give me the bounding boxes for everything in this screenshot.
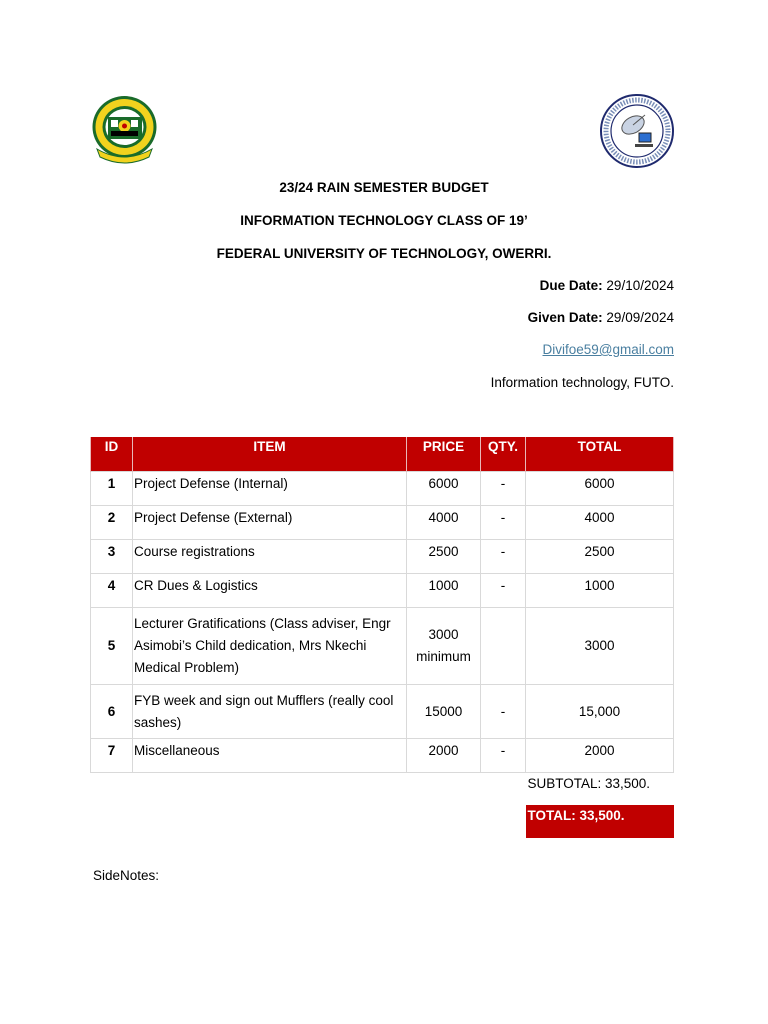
- row-qty: -: [481, 685, 526, 739]
- row-id: 5: [91, 608, 133, 685]
- table-row: [91, 506, 674, 540]
- row-id: 1: [91, 472, 133, 506]
- naits-association-logo: [599, 93, 675, 169]
- row-total: 4000: [526, 506, 674, 540]
- budget-title: 23/24 RAIN SEMESTER BUDGET: [279, 180, 489, 195]
- class-line: INFORMATION TECHNOLOGY CLASS OF 19’: [240, 213, 528, 228]
- row-item: Lecturer Gratifications (Class adviser, Engr Asimobi’s Child dedication, Mrs Nkechi Medical Problem): [133, 608, 407, 685]
- due-date: [540, 278, 674, 293]
- total-row: [91, 805, 674, 838]
- row-id: 6: [91, 685, 133, 739]
- row-price: 6000: [407, 472, 481, 506]
- email-row: [543, 342, 675, 357]
- due-date-value: 29/10/2024: [606, 278, 674, 293]
- row-id: 2: [91, 506, 133, 540]
- header-total: TOTAL: [526, 437, 674, 472]
- header-price: PRICE: [407, 437, 481, 472]
- row-qty: -: [481, 540, 526, 574]
- sidenotes-label: SideNotes:: [93, 868, 160, 883]
- table-header-row: [91, 437, 674, 472]
- table-row: [91, 608, 674, 685]
- row-price: 1000: [407, 574, 481, 608]
- due-date-label: Due Date:: [539, 278, 603, 293]
- row-item: Miscellaneous: [133, 739, 407, 773]
- row-qty: -: [481, 574, 526, 608]
- row-item: Project Defense (Internal): [133, 472, 407, 506]
- header-qty: QTY.: [481, 437, 526, 472]
- budget-table: [90, 437, 674, 838]
- row-total: 6000: [526, 472, 674, 506]
- row-total: 2000: [526, 739, 674, 773]
- row-id: 4: [91, 574, 133, 608]
- row-price: 15000: [407, 685, 481, 739]
- grand-total: TOTAL: 33,500.: [526, 805, 674, 838]
- table-row: [91, 685, 674, 739]
- given-date-label: Given Date:: [527, 310, 603, 325]
- row-price: 3000 minimum: [407, 608, 481, 685]
- row-qty: [481, 608, 526, 685]
- table-row: [91, 574, 674, 608]
- email-link[interactable]: Divifoe59@gmail.com: [542, 342, 674, 357]
- row-price: 2500: [407, 540, 481, 574]
- row-total: 15,000: [526, 685, 674, 739]
- row-total: 2500: [526, 540, 674, 574]
- table-row: [91, 540, 674, 574]
- subtotal-row: [91, 773, 674, 806]
- university-name: FEDERAL UNIVERSITY OF TECHNOLOGY, OWERRI.: [216, 246, 552, 261]
- row-id: 3: [91, 540, 133, 574]
- table-row: [91, 472, 674, 506]
- header-item: ITEM: [133, 437, 407, 472]
- table-row: [91, 739, 674, 773]
- row-total: 1000: [526, 574, 674, 608]
- futo-crest-logo: [91, 93, 158, 166]
- row-qty: -: [481, 472, 526, 506]
- row-qty: -: [481, 739, 526, 773]
- row-total: 3000: [526, 608, 674, 685]
- row-item: CR Dues & Logistics: [133, 574, 407, 608]
- row-item: Project Defense (External): [133, 506, 407, 540]
- row-qty: -: [481, 506, 526, 540]
- subtotal: SUBTOTAL: 33,500.: [527, 776, 651, 791]
- given-date: [528, 310, 674, 325]
- row-id: 7: [91, 739, 133, 773]
- row-price: 2000: [407, 739, 481, 773]
- row-price: 4000: [407, 506, 481, 540]
- department: Information technology, FUTO.: [490, 375, 674, 390]
- given-date-value: 29/09/2024: [606, 310, 674, 325]
- row-item: Course registrations: [133, 540, 407, 574]
- row-item: FYB week and sign out Mufflers (really cool sashes): [133, 685, 407, 739]
- header-id: ID: [91, 437, 133, 472]
